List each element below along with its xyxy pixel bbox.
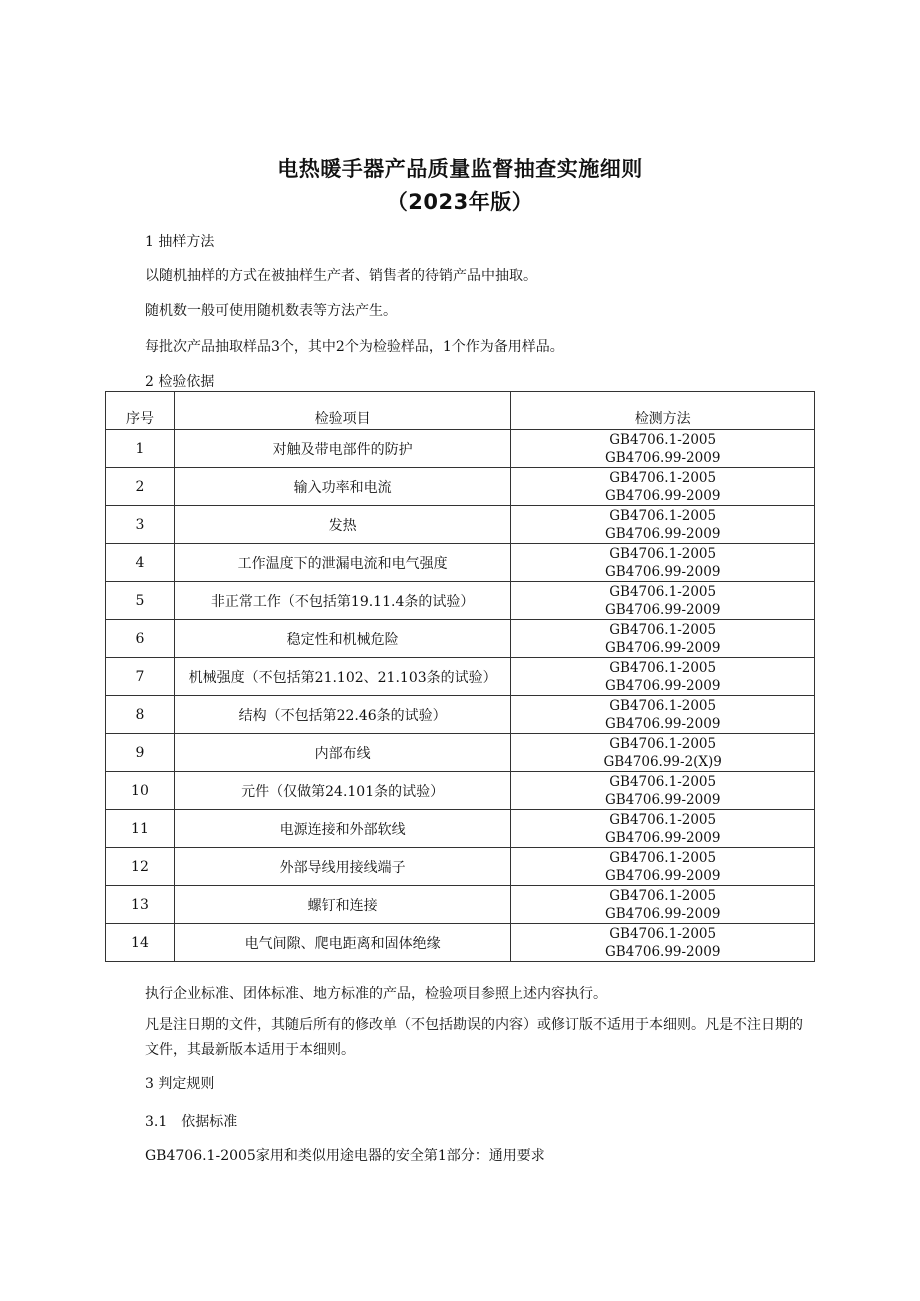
cell-item: 输入功率和电流 — [174, 468, 510, 506]
method-primary: GB4706.1-2005 — [609, 887, 717, 904]
cell-no: 6 — [106, 620, 175, 658]
method-secondary: GB4706.99-2009 — [604, 525, 721, 542]
section1-heading: 1 抽样方法 — [145, 234, 215, 250]
cell-item: 机械强度（不包括第21.102、21.103条的试验） — [174, 658, 510, 696]
method-secondary: GB4706.99-2009 — [604, 867, 721, 884]
cell-item: 电气间隙、爬电距离和固体绝缘 — [174, 924, 510, 962]
cell-item: 电源连接和外部软线 — [174, 810, 510, 848]
cell-method — [511, 506, 815, 544]
cell-no: 9 — [106, 734, 175, 772]
method-primary: GB4706.1-2005 — [609, 431, 717, 448]
cell-no: 7 — [106, 658, 175, 696]
method-secondary: GB4706.99-2009 — [604, 677, 721, 694]
table-row — [106, 468, 815, 506]
method-primary: GB4706.1-2005 — [609, 583, 717, 600]
table-row — [106, 886, 815, 924]
cell-item: 外部导线用接线端子 — [174, 848, 510, 886]
document-title: 电热暖手器产品质量监督抽查实施细则 — [277, 157, 643, 181]
cell-no: 11 — [106, 810, 175, 848]
cell-method — [511, 696, 815, 734]
section2-heading: 2 检验依据 — [145, 374, 215, 390]
header-no: 序号 — [106, 392, 175, 430]
table-header-row — [106, 392, 815, 430]
cell-method — [511, 620, 815, 658]
cell-method — [511, 468, 815, 506]
cell-item: 工作温度下的泄漏电流和电气强度 — [174, 544, 510, 582]
section3-heading: 3 判定规则 — [145, 1076, 215, 1092]
cell-method — [511, 582, 815, 620]
method-primary: GB4706.1-2005 — [609, 811, 717, 828]
cell-item: 螺钉和连接 — [174, 886, 510, 924]
table-row — [106, 848, 815, 886]
table-row — [106, 544, 815, 582]
cell-no: 14 — [106, 924, 175, 962]
table-row — [106, 430, 815, 468]
cell-item: 发热 — [174, 506, 510, 544]
cell-no: 5 — [106, 582, 175, 620]
method-primary: GB4706.1-2005 — [609, 735, 717, 752]
table-row — [106, 658, 815, 696]
table-row — [106, 734, 815, 772]
header-method: 检测方法 — [511, 392, 815, 430]
method-primary: GB4706.1-2005 — [609, 773, 717, 790]
cell-no: 13 — [106, 886, 175, 924]
method-secondary: GB4706.99-2009 — [604, 601, 721, 618]
cell-no: 8 — [106, 696, 175, 734]
cell-no: 1 — [106, 430, 175, 468]
method-primary: GB4706.1-2005 — [609, 545, 717, 562]
method-secondary: GB4706.99-2009 — [604, 943, 721, 960]
cell-item: 结构（不包括第22.46条的试验） — [174, 696, 510, 734]
cell-item: 稳定性和机械危险 — [174, 620, 510, 658]
cell-method — [511, 848, 815, 886]
method-primary: GB4706.1-2005 — [609, 925, 717, 942]
method-primary: GB4706.1-2005 — [609, 659, 717, 676]
method-primary: GB4706.1-2005 — [609, 469, 717, 486]
method-secondary: GB4706.99-2009 — [604, 791, 721, 808]
cell-no: 4 — [106, 544, 175, 582]
cell-method — [511, 544, 815, 582]
section1-paragraph: 随机数一般可使用随机数表等方法产生。 — [145, 303, 397, 319]
cell-item: 元件（仅做第24.101条的试验） — [174, 772, 510, 810]
method-secondary: GB4706.99-2009 — [604, 715, 721, 732]
cell-method — [511, 658, 815, 696]
note-standards: 执行企业标准、团体标准、地方标准的产品，检验项目参照上述内容执行。 — [145, 986, 607, 1002]
section1-paragraph: 每批次产品抽取样品3个，其中2个为检验样品，1个作为备用样品。 — [145, 339, 564, 355]
cell-item: 非正常工作（不包括第19.11.4条的试验） — [174, 582, 510, 620]
cell-method — [511, 772, 815, 810]
method-primary: GB4706.1-2005 — [609, 507, 717, 524]
document-subtitle: （2023年版） — [386, 190, 534, 214]
table-row — [106, 772, 815, 810]
method-primary: GB4706.1-2005 — [609, 697, 717, 714]
method-secondary: GB4706.99-2(X)9 — [603, 753, 722, 770]
header-item: 检验项目 — [174, 392, 510, 430]
section1-paragraph: 以随机抽样的方式在被抽样生产者、销售者的待销产品中抽取。 — [145, 268, 537, 284]
cell-item: 对触及带电部件的防护 — [174, 430, 510, 468]
table-row — [106, 620, 815, 658]
cell-no: 3 — [106, 506, 175, 544]
method-primary: GB4706.1-2005 — [609, 621, 717, 638]
cell-item: 内部布线 — [174, 734, 510, 772]
cell-no: 10 — [106, 772, 175, 810]
cell-method — [511, 430, 815, 468]
cell-no: 12 — [106, 848, 175, 886]
method-primary: GB4706.1-2005 — [609, 849, 717, 866]
cell-no: 2 — [106, 468, 175, 506]
table-row — [106, 582, 815, 620]
cell-method — [511, 924, 815, 962]
method-secondary: GB4706.99-2009 — [604, 563, 721, 580]
cell-method — [511, 886, 815, 924]
table-row — [106, 810, 815, 848]
inspection-table — [105, 391, 815, 962]
section3-subheading: 3.1 依据标准 — [145, 1114, 238, 1130]
standard-reference: GB4706.1-2005家用和类似用途电器的安全第1部分：通用要求 — [145, 1148, 545, 1164]
note-dated-documents: 凡是注日期的文件，其随后所有的修改单（不包括勘误的内容）或修订版不适用于本细则。凡是不注日期的文件，其最新版本适用于本细则。 — [145, 1017, 803, 1058]
method-secondary: GB4706.99-2009 — [604, 449, 721, 466]
method-secondary: GB4706.99-2009 — [604, 639, 721, 656]
table-row — [106, 924, 815, 962]
cell-method — [511, 810, 815, 848]
method-secondary: GB4706.99-2009 — [604, 487, 721, 504]
table-row — [106, 506, 815, 544]
cell-method — [511, 734, 815, 772]
table-body — [106, 430, 815, 962]
method-secondary: GB4706.99-2009 — [604, 905, 721, 922]
table-row — [106, 696, 815, 734]
method-secondary: GB4706.99-2009 — [604, 829, 721, 846]
